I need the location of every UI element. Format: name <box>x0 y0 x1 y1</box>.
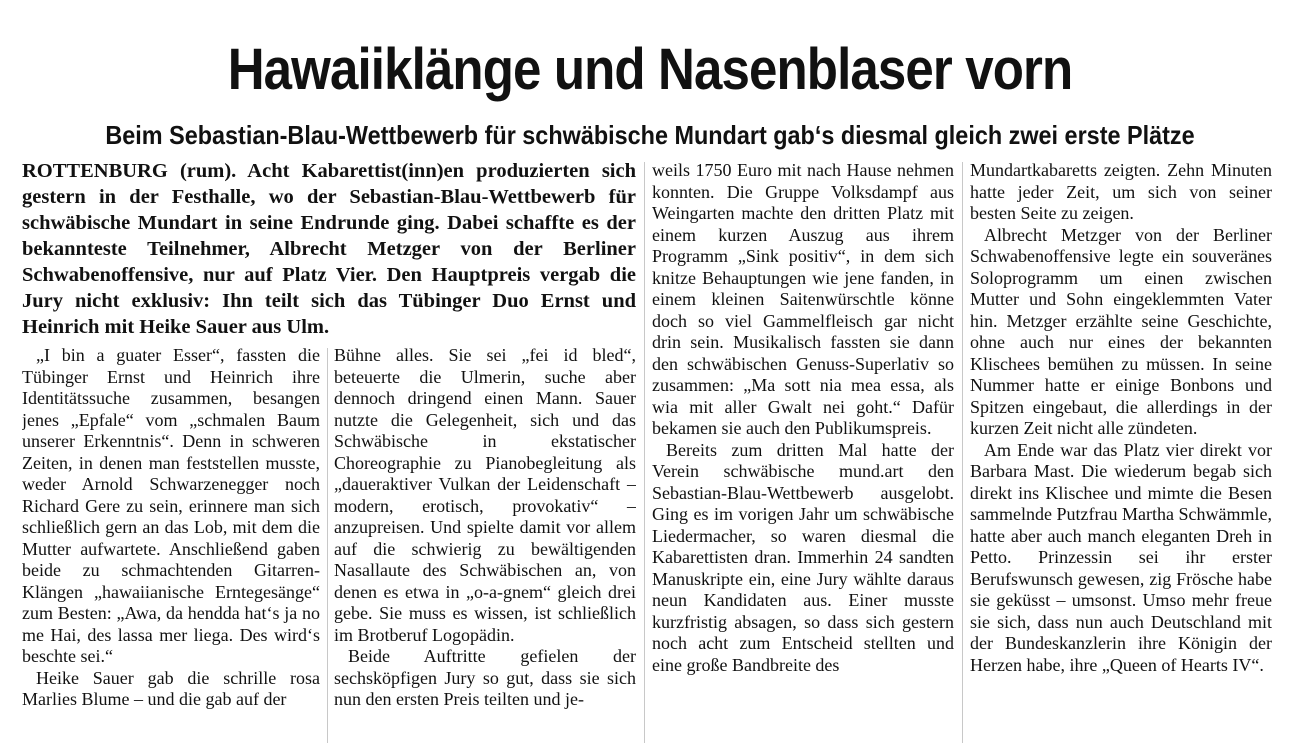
article-column-3 <box>652 160 954 745</box>
paragraph: Albrecht Metzger von der Berliner Schwabenoffensive legte ein souveränes Soloprogramm um einen zwischen Mutter und Sohn eingeklemmten Vater hin. Metzger erzählte seine Geschichte, ohne auch nur eines der bekannten Klischees bemühen zu müssen. In seine Nummer hatte er einige Bonbons und Spitzen eingebaut, die allerdings in der kurzen Zeit nicht alle zündeten. <box>970 224 1272 438</box>
article-column-1 <box>22 345 320 745</box>
article-column-2 <box>334 345 636 745</box>
article-lead: ROTTENBURG (rum). Acht Kabarettist(inn)en produzierten sich gestern in der Festhalle, wo der Sebastian-Blau-Wettbewerb für schwäbische Mundart in seine Endrunde ging. Dabei schaffte es der bekannteste Teilnehmer, Albrecht Metzger von der Berliner Schwabenoffensive, nur auf Platz Vier. Den Hauptpreis vergab die Jury nicht exklusiv: Ihn teilt sich das Tübinger Duo Ernst und Heinrich mit Heike Sauer aus Ulm. <box>22 160 636 338</box>
paragraph: „I bin a guater Esser“, fassten die Tübinger Ernst und Heinrich ihre Identitätssuche zusammen, besangen jenes „Epfale“ vom „schmalen Baum unserer Erkenntnis“. Denn in schweren Zeiten, in denen man feststellen musste, weder Arnold Schwarzenegger noch Richard Gere zu sein, erinnere man sich schließlich gern an das Lob, mit dem die Mutter aufwartete. Anschließend gaben beide zu schmachtenden Gitarren-Klängen „hawaiianische Erntegesänge“ zum Besten: „Awa, da hendda hat‘s ja no me Hai, des lassa mer liega. Des wird‘s beschte sei.“ <box>22 345 320 666</box>
paragraph: Am Ende war das Platz vier direkt vor Barbara Mast. Die wiederum begab sich direkt ins Klischee und mimte die Besen sammelnde Putzfrau Martha Schwämmle, hatte aber auch manch eleganten Dreh in Petto. Prinzessin sei ihr erster Berufswunsch gewesen, zig Frösche habe sie geküsst – umsonst. Umso mehr freue sie sich, dass nun auch Deutschland mit der Bundeskanzlerin ihre Königin der Herzen habe, ihre „Queen of Hearts IV“. <box>970 439 1272 675</box>
column-rule <box>644 162 645 743</box>
article-column-4 <box>970 160 1272 745</box>
article-subheadline: Beim Sebastian-Blau-Wettbewerb für schwäbische Mundart gab‘s diesmal gleich zwei erste Plätze <box>105 120 1195 150</box>
paragraph: Bühne alles. Sie sei „fei id bled“, beteuerte die Ulmerin, suche aber dennoch dringend einen Mann. Sauer nutzte die Gelegenheit, sich und das Schwäbische in ekstatischer Choreographie zu Pianobegleitung als „daueraktiver Vulkan der Leidenschaft – modern, erotisch, provokativ“ – anzupreisen. Und spielte damit vor allem auf die schwierig zu bewältigenden Nasallaute des Schwäbischen an, von denen es etwa in „o-a-gnem“ gleich drei gebe. Sie muss es wissen, ist schließlich im Brotberuf Logopädin. <box>334 345 636 645</box>
paragraph: Mundartkabaretts zeigten. Zehn Minuten hatte jeder Zeit, um sich von seiner besten Seite zu zeigen. <box>970 160 1272 223</box>
paragraph: Heike Sauer gab die schrille rosa Marlies Blume – und die gab auf der <box>22 667 320 709</box>
paragraph: Bereits zum dritten Mal hatte der Verein schwäbische mund.art den Sebastian-Blau-Wettbewerb ausgelobt. Ging es im vorigen Jahr um schwäbische Liedermacher, so waren diesmal die Kabarettisten dran. Immerhin 24 sandten Manuskripte ein, eine Jury wählte daraus neun Kandidaten aus. Einer musste kurzfristig absagen, so dass sich gestern noch acht zum Entscheid stellten und eine große Bandbreite des <box>652 439 954 675</box>
article-headline: Hawaiiklänge und Nasenblaser vorn <box>227 37 1073 102</box>
column-rule <box>327 348 328 743</box>
paragraph: Beide Auftritte gefielen der sechsköpfigen Jury so gut, dass sie sich nun den ersten Preis teilten und je- <box>334 646 636 709</box>
column-rule <box>962 162 963 743</box>
paragraph: weils 1750 Euro mit nach Hause nehmen konnten. Die Gruppe Volksdampf aus Weingarten machte den dritten Platz mit einem kurzen Auszug aus ihrem Programm „Sink positiv“, in dem sich knitze Behauptungen wie jene fanden, in einem kleinen Saitenwürschtle könne doch so viel Gammelfleisch gar nicht drin sein. Musikalisch fassten sie dann den schwäbischen Genuss-Superlativ so zusammen: „Ma sott nia mea essa, als wia mit aller Gwalt nei goht.“ Dafür bekamen sie auch den Publikumspreis. <box>652 160 954 438</box>
